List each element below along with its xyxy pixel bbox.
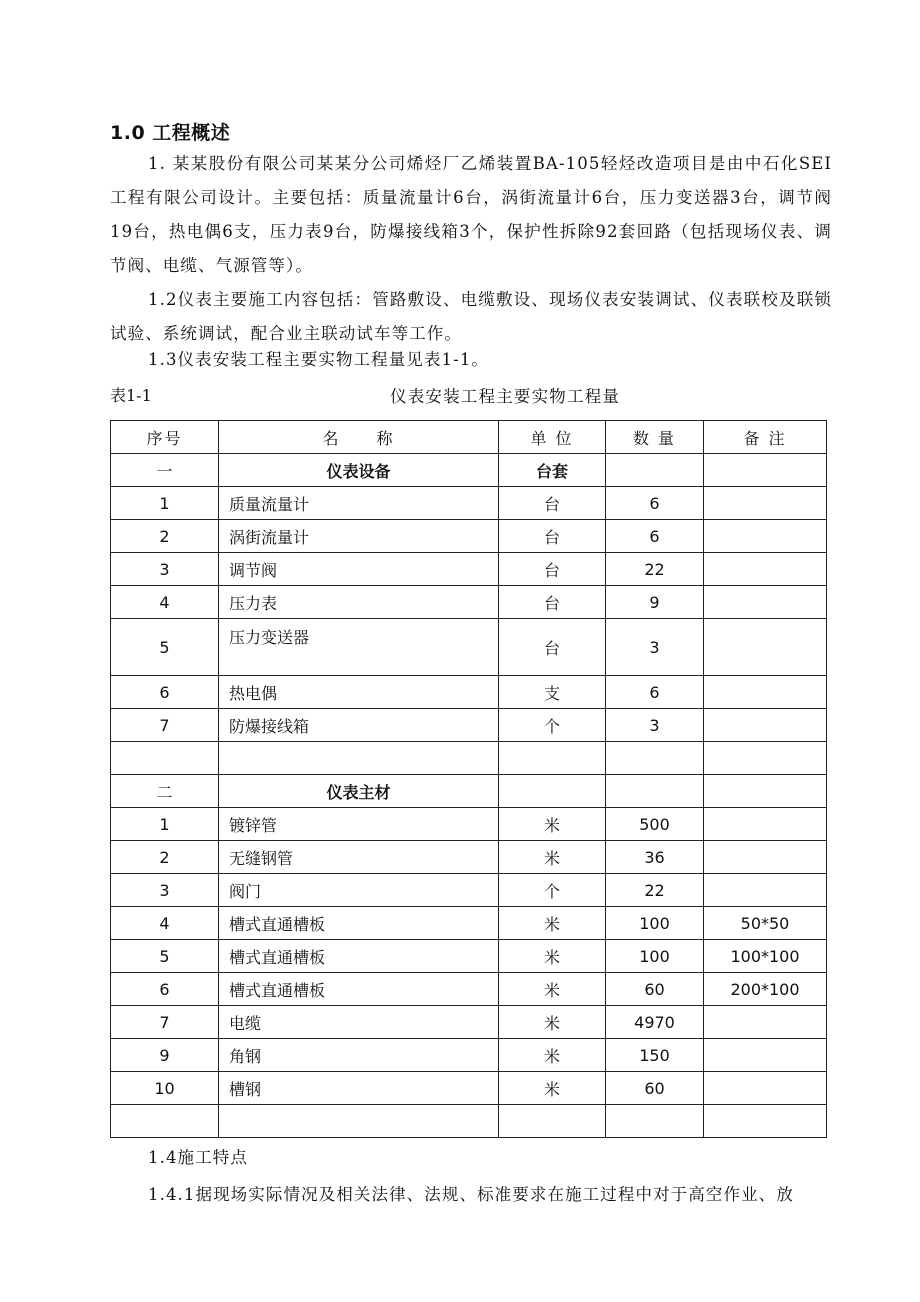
cell-name: 槽钢: [219, 1072, 499, 1105]
table-row: [111, 676, 827, 709]
cell-unit: [499, 775, 606, 808]
cell-name: 质量流量计: [219, 487, 499, 520]
cell-qty: 60: [606, 973, 704, 1006]
cell-name: 槽式直通槽板: [219, 907, 499, 940]
cell-name: 无缝钢管: [219, 841, 499, 874]
cell-name: 槽式直通槽板: [219, 973, 499, 1006]
table-row: [111, 586, 827, 619]
cell-unit: 台: [499, 553, 606, 586]
cell-note: [704, 586, 827, 619]
cell-unit: 台: [499, 619, 606, 676]
quantity-table: [110, 420, 827, 1138]
cell-seq: 5: [111, 940, 219, 973]
cell-unit: 米: [499, 1006, 606, 1039]
cell-note: 200*100: [704, 973, 827, 1006]
paragraph-construction-features: 1.4施工特点: [148, 1148, 248, 1167]
cell-unit: 台: [499, 487, 606, 520]
cell-unit: 米: [499, 973, 606, 1006]
header-name: 名 称: [219, 421, 499, 454]
cell-qty: [606, 454, 704, 487]
cell-note: [704, 1006, 827, 1039]
cell-name: 压力表: [219, 586, 499, 619]
cell-seq: 2: [111, 520, 219, 553]
cell-qty: 6: [606, 676, 704, 709]
cell-seq: 5: [111, 619, 219, 676]
cell-seq: 1: [111, 487, 219, 520]
cell-unit: 台: [499, 586, 606, 619]
cell-seq: 2: [111, 841, 219, 874]
cell-qty: 100: [606, 907, 704, 940]
cell-note: 50*50: [704, 907, 827, 940]
table-row: [111, 874, 827, 907]
cell-qty: 36: [606, 841, 704, 874]
cell-name: 调节阀: [219, 553, 499, 586]
cell-qty: [606, 775, 704, 808]
table-row: [111, 1006, 827, 1039]
cell-unit: 个: [499, 874, 606, 907]
header-qty: 数 量: [606, 421, 704, 454]
cell-note: [704, 742, 827, 775]
cell-seq: 7: [111, 1006, 219, 1039]
cell-note: [704, 676, 827, 709]
cell-name: 槽式直通槽板: [219, 940, 499, 973]
header-unit: 单 位: [499, 421, 606, 454]
table-row-section: [111, 454, 827, 487]
cell-qty: 22: [606, 874, 704, 907]
cell-unit: 米: [499, 1039, 606, 1072]
cell-name: [219, 742, 499, 775]
cell-note: [704, 1105, 827, 1138]
cell-note: [704, 454, 827, 487]
cell-qty: 4970: [606, 1006, 704, 1039]
cell-qty: [606, 1105, 704, 1138]
cell-name: 电缆: [219, 1006, 499, 1039]
table-row: [111, 520, 827, 553]
cell-note: [704, 775, 827, 808]
cell-note: [704, 874, 827, 907]
table-row: [111, 808, 827, 841]
cell-qty: 6: [606, 520, 704, 553]
table-row: [111, 553, 827, 586]
cell-unit: [499, 1105, 606, 1138]
cell-seq: 一: [111, 454, 219, 487]
cell-seq: 7: [111, 709, 219, 742]
cell-seq: 3: [111, 553, 219, 586]
table-row-empty: [111, 1105, 827, 1138]
table-row: [111, 841, 827, 874]
cell-name: 角钢: [219, 1039, 499, 1072]
cell-seq: 4: [111, 586, 219, 619]
header-seq: 序号: [111, 421, 219, 454]
cell-note: 100*100: [704, 940, 827, 973]
cell-qty: 22: [606, 553, 704, 586]
cell-seq: [111, 742, 219, 775]
cell-seq: 6: [111, 676, 219, 709]
paragraph-construction-scope: 1.2仪表主要施工内容包括：管路敷设、电缆敷设、现场仪表安装调试、仪表联校及联锁试验、系统调试，配合业主联动试车等工作。: [110, 290, 832, 343]
cell-note: [704, 487, 827, 520]
table-row: [111, 619, 827, 676]
cell-unit: 米: [499, 940, 606, 973]
table-row-empty: [111, 742, 827, 775]
table-row: [111, 940, 827, 973]
cell-qty: 150: [606, 1039, 704, 1072]
section-heading: 1.0 工程概述: [110, 122, 231, 144]
cell-qty: 500: [606, 808, 704, 841]
cell-name: 压力变送器: [219, 619, 499, 676]
paragraph-quantity-reference: 1.3仪表安装工程主要实物工程量见表1-1。: [148, 350, 490, 369]
cell-qty: 6: [606, 487, 704, 520]
cell-name: 防爆接线箱: [219, 709, 499, 742]
cell-name: 仪表设备: [219, 454, 499, 487]
cell-seq: 6: [111, 973, 219, 1006]
table-row: [111, 973, 827, 1006]
cell-unit: 米: [499, 841, 606, 874]
cell-note: [704, 619, 827, 676]
cell-seq: 10: [111, 1072, 219, 1105]
cell-seq: 1: [111, 808, 219, 841]
cell-unit: [499, 742, 606, 775]
table-label: 表1-1: [110, 386, 152, 405]
cell-unit: 台套: [499, 454, 606, 487]
cell-name: 镀锌管: [219, 808, 499, 841]
cell-note: [704, 553, 827, 586]
cell-unit: 米: [499, 1072, 606, 1105]
table-row: [111, 709, 827, 742]
header-note: 备 注: [704, 421, 827, 454]
table-row: [111, 907, 827, 940]
table-title: 仪表安装工程主要实物工程量: [390, 387, 621, 406]
cell-qty: 60: [606, 1072, 704, 1105]
table-row: [111, 487, 827, 520]
cell-seq: 9: [111, 1039, 219, 1072]
cell-qty: 3: [606, 619, 704, 676]
cell-note: [704, 841, 827, 874]
cell-qty: 3: [606, 709, 704, 742]
cell-unit: 个: [499, 709, 606, 742]
cell-name: 涡街流量计: [219, 520, 499, 553]
cell-unit: 米: [499, 808, 606, 841]
table-row: [111, 1072, 827, 1105]
cell-unit: 米: [499, 907, 606, 940]
cell-seq: 二: [111, 775, 219, 808]
cell-seq: 4: [111, 907, 219, 940]
table-row: [111, 1039, 827, 1072]
cell-name: 仪表主材: [219, 775, 499, 808]
cell-unit: 台: [499, 520, 606, 553]
table-row-section: [111, 775, 827, 808]
cell-qty: 100: [606, 940, 704, 973]
paragraph-safety-requirements: 1.4.1据现场实际情况及相关法律、法规、标准要求在施工过程中对于高空作业、放: [148, 1185, 794, 1204]
cell-seq: 3: [111, 874, 219, 907]
cell-note: [704, 709, 827, 742]
cell-note: [704, 808, 827, 841]
cell-unit: 支: [499, 676, 606, 709]
paragraph-project-overview: 1. 某某股份有限公司某某分公司烯烃厂乙烯装置BA-105轻烃改造项目是由中石化SEI工程有限公司设计。主要包括：质量流量计6台，涡街流量计6台，压力变送器3台，调节阀19台，热电偶6支，压力表9台，防爆接线箱3个，保护性拆除92套回路（包括现场仪表、调节阀、电缆、气源管等）。: [110, 154, 832, 275]
cell-seq: [111, 1105, 219, 1138]
cell-name: 热电偶: [219, 676, 499, 709]
cell-qty: [606, 742, 704, 775]
cell-name: [219, 1105, 499, 1138]
cell-qty: 9: [606, 586, 704, 619]
cell-note: [704, 1072, 827, 1105]
cell-note: [704, 520, 827, 553]
cell-note: [704, 1039, 827, 1072]
table-header-row: [111, 421, 827, 454]
cell-name: 阀门: [219, 874, 499, 907]
